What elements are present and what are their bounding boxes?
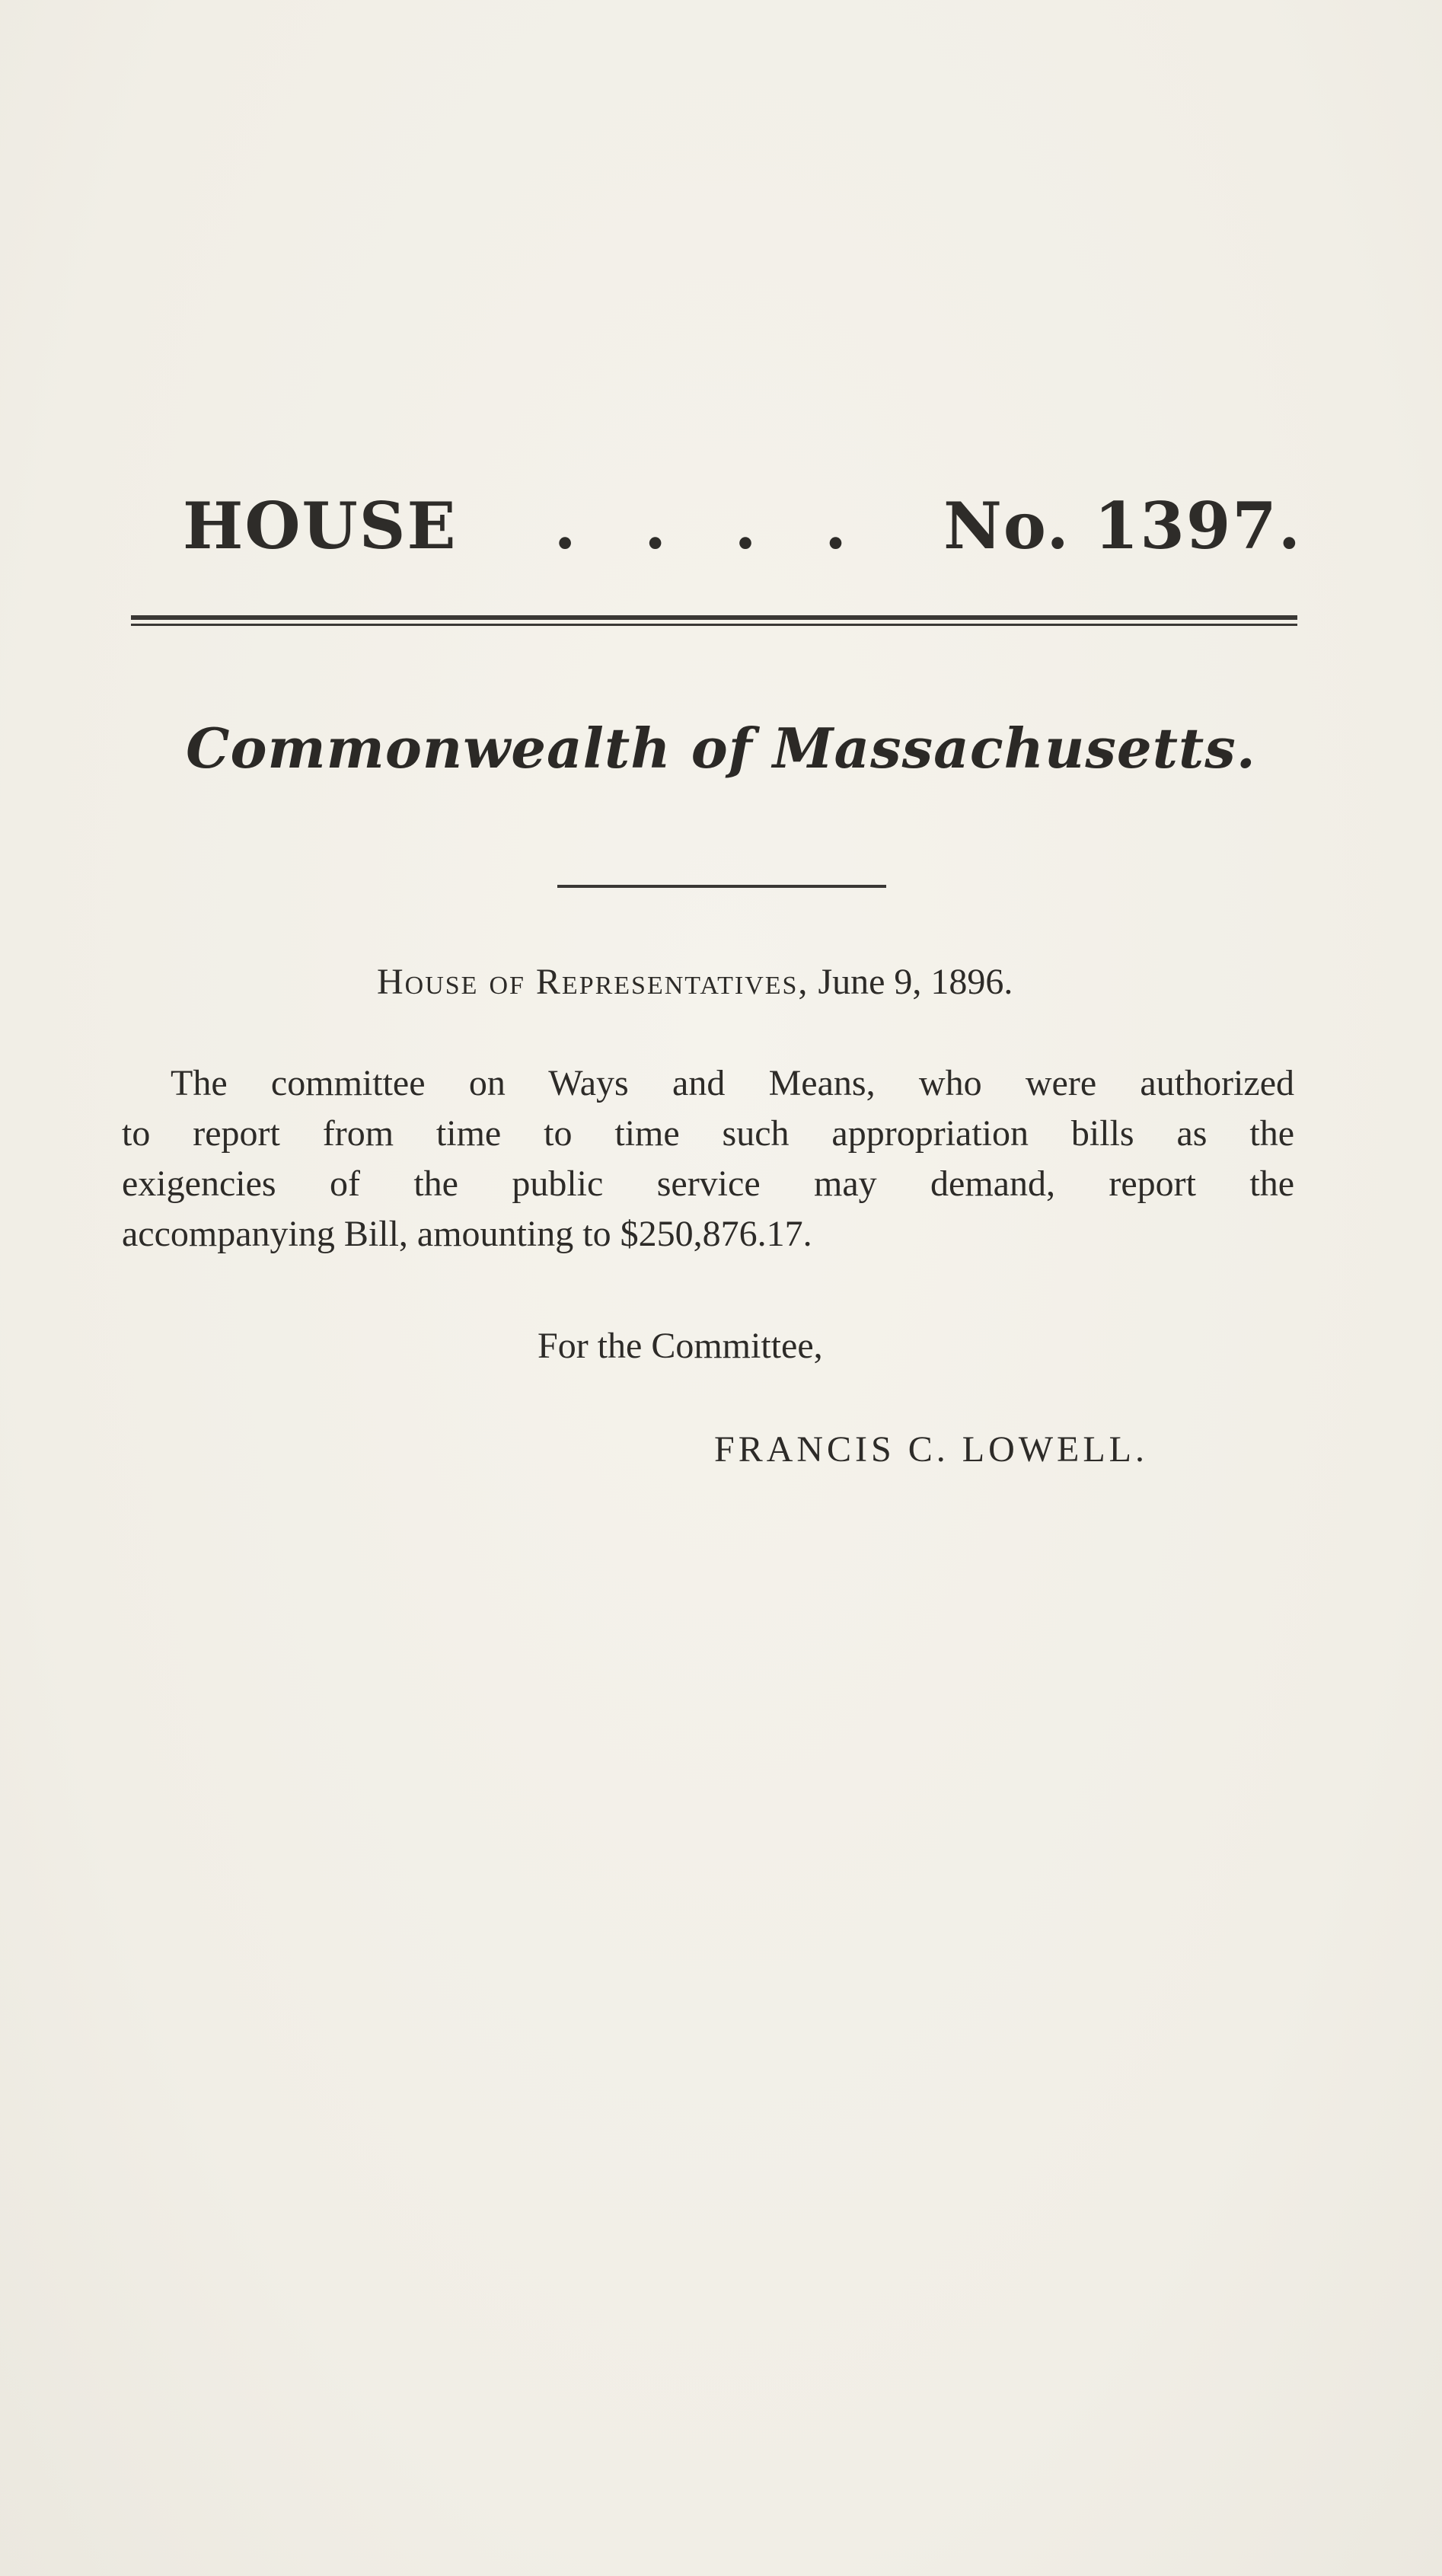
document-number: No. 1397. bbox=[943, 487, 1302, 563]
dateline-place: House of Representatives, bbox=[377, 962, 809, 1002]
paragraph-line: exigencies of the public service may demand, report the bbox=[122, 1164, 1294, 1204]
paragraph-line: to report from time to time such appropriation bills as the bbox=[122, 1113, 1294, 1154]
header-double-rule bbox=[131, 615, 1297, 626]
signature-for-line: For the Committee, bbox=[538, 1326, 823, 1366]
header-leader-dots: . . . . bbox=[554, 487, 870, 563]
document-title: Commonwealth of Massachusetts. bbox=[186, 716, 1256, 780]
dateline-date: June 9, 1896. bbox=[818, 962, 1013, 1002]
dateline bbox=[377, 961, 1260, 1003]
signatory-name: FRANCIS C. LOWELL. bbox=[714, 1429, 1148, 1470]
paragraph-line: accompanying Bill, amounting to $250,876.17. bbox=[122, 1214, 812, 1254]
chamber-label: HOUSE bbox=[183, 487, 458, 563]
document-header bbox=[183, 472, 1302, 579]
paragraph-line: The committee on Ways and Means, who were authorized bbox=[171, 1063, 1294, 1103]
title-divider bbox=[557, 885, 886, 888]
report-paragraph bbox=[122, 1058, 1294, 1259]
